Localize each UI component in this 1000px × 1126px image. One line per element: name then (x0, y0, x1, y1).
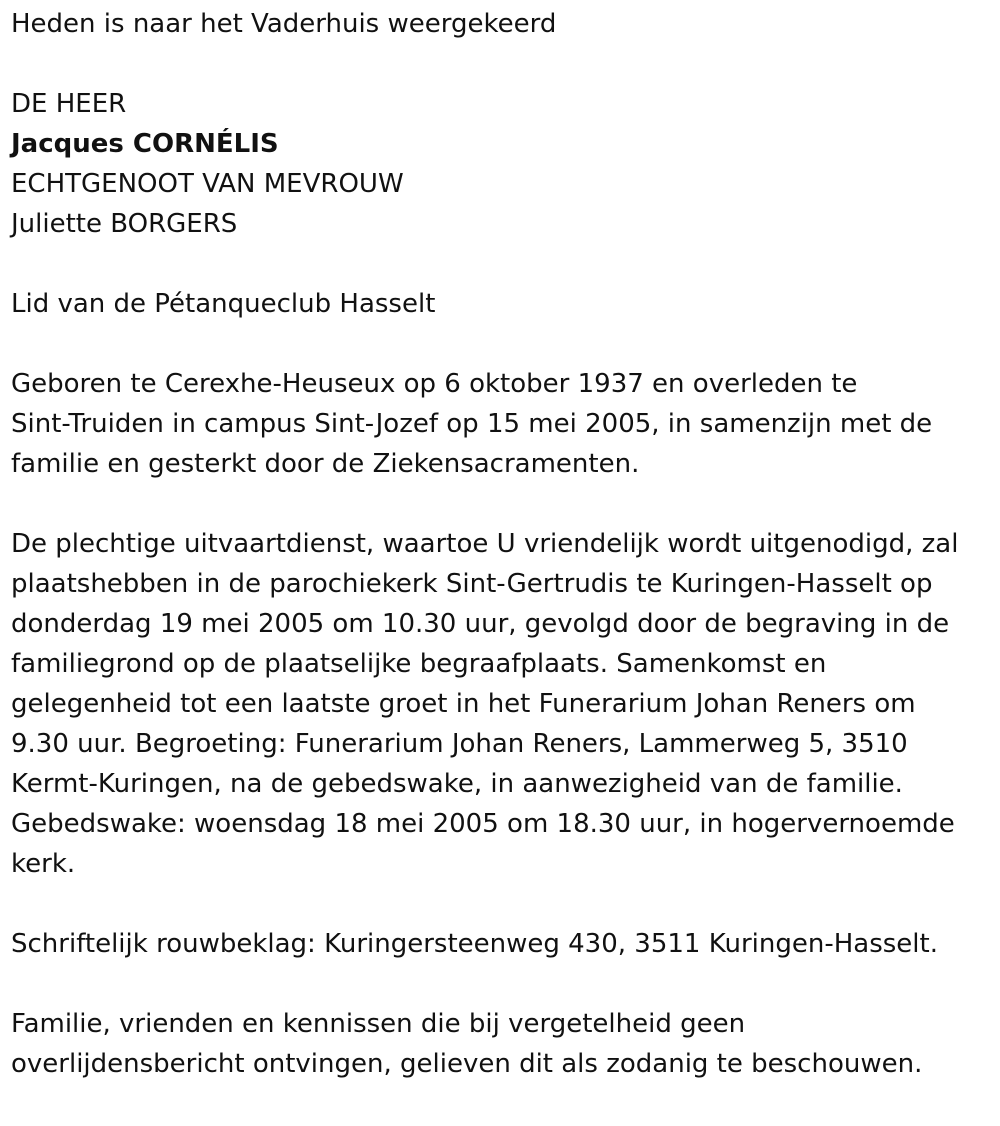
paragraph-line: 9.30 uur. Begroeting: Funerarium Johan Reners, Lammerweg 5, 3510 (11, 729, 908, 759)
spacer (11, 484, 1000, 524)
paragraph-line: overlijdensbericht ontvingen, gelieven dit als zodanig te beschouwen. (11, 1049, 923, 1079)
spacer (11, 964, 1000, 1004)
paragraph-line: Sint-Truiden in campus Sint-Jozef op 15 mei 2005, in samenzijn met de (11, 409, 933, 439)
spacer (11, 244, 1000, 284)
spacer (11, 884, 1000, 924)
paragraph-line: Gebedswake: woensdag 18 mei 2005 om 18.30 uur, in hogervernoemde (11, 809, 955, 839)
intro-text: Heden is naar het Vaderhuis weergekeerd (11, 9, 557, 39)
condolence-address: Schriftelijk rouwbeklag: Kuringersteenweg 430, 3511 Kuringen-Hasselt. (11, 929, 938, 959)
paragraph-line: plaatshebben in de parochiekerk Sint-Gertrudis te Kuringen-Hasselt op (11, 569, 933, 599)
spacer (11, 324, 1000, 364)
paragraph-line: Kermt-Kuringen, na de gebedswake, in aanwezigheid van de familie. (11, 769, 903, 799)
paragraph-line: kerk. (11, 849, 76, 879)
ceremony-paragraph (11, 524, 1000, 884)
paragraph-line: De plechtige uitvaartdienst, waartoe U vriendelijk wordt uitgenodigd, zal (11, 529, 959, 559)
paragraph-line: familiegrond op de plaatselijke begraafplaats. Samenkomst en (11, 649, 827, 679)
spouse-name: Juliette BORGERS (11, 209, 238, 239)
paragraph-line: Geboren te Cerexhe-Heuseux op 6 oktober 1937 en overleden te (11, 369, 858, 399)
paragraph-line: Familie, vrienden en kennissen die bij vergetelheid geen (11, 1009, 746, 1039)
spacer (11, 44, 1000, 84)
membership-text: Lid van de Pétanqueclub Hasselt (11, 289, 436, 319)
birth-death-paragraph (11, 364, 1000, 484)
deceased-name: Jacques CORNÉLIS (11, 129, 279, 159)
paragraph-line: familie en gesterkt door de Ziekensacramenten. (11, 449, 640, 479)
paragraph-line: donderdag 19 mei 2005 om 10.30 uur, gevolgd door de begraving in de (11, 609, 950, 639)
spouse-label: ECHTGENOOT VAN MEVROUW (11, 169, 404, 199)
family-note-paragraph (11, 1004, 1000, 1084)
paragraph-line: gelegenheid tot een laatste groet in het Funerarium Johan Reners om (11, 689, 916, 719)
title-prefix: DE HEER (11, 89, 127, 119)
